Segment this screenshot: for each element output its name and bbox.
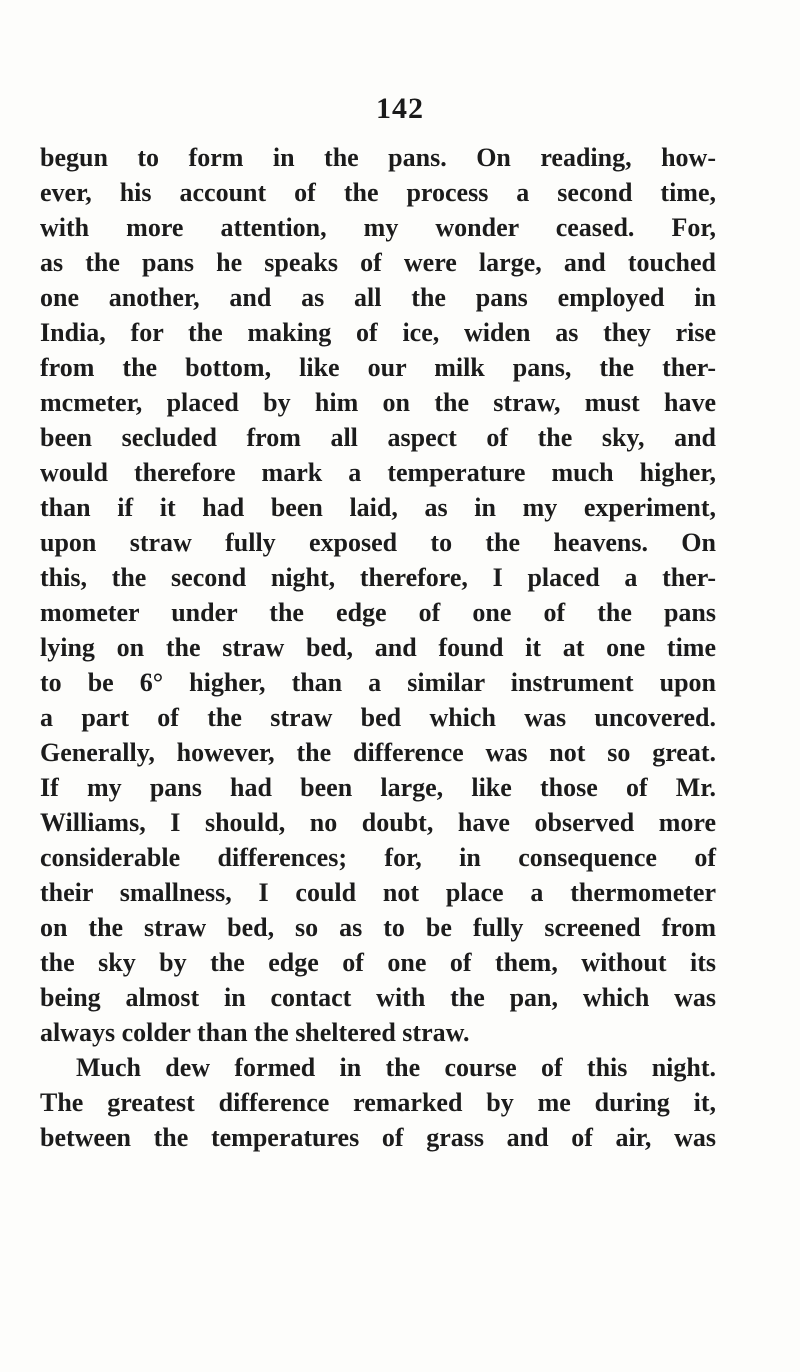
text-line: India, for the making of ice, widen as they rise	[40, 318, 716, 347]
paragraph-start-line: Much dew formed in the course of this night.	[76, 1053, 716, 1082]
text-line: as the pans he speaks of were large, and touched	[40, 248, 716, 277]
text-line: this, the second night, therefore, I placed a ther-	[40, 563, 716, 592]
text-line: one another, and as all the pans employed in	[40, 283, 716, 312]
text-line: Williams, I should, no doubt, have observed more	[40, 808, 716, 837]
text-line: the sky by the edge of one of them, without its	[40, 948, 716, 977]
text-line: upon straw fully exposed to the heavens. On	[40, 528, 716, 557]
body-text	[40, 140, 716, 1155]
text-line: If my pans had been large, like those of Mr.	[40, 773, 716, 802]
text-line: with more attention, my wonder ceased. For,	[40, 213, 716, 242]
text-line: between the temperatures of grass and of air, was	[40, 1123, 716, 1152]
paragraph-end-line: always colder than the sheltered straw.	[40, 1018, 470, 1047]
text-line: considerable differences; for, in consequence of	[40, 843, 716, 872]
text-line: Generally, however, the difference was not so great.	[40, 738, 716, 767]
text-line: ever, his account of the process a second time,	[40, 178, 716, 207]
text-line: their smallness, I could not place a thermometer	[40, 878, 716, 907]
text-line: The greatest difference remarked by me during it,	[40, 1088, 716, 1117]
text-line: from the bottom, like our milk pans, the ther-	[40, 353, 716, 382]
text-line: would therefore mark a temperature much higher,	[40, 458, 716, 487]
text-line: mometer under the edge of one of the pans	[40, 598, 716, 627]
text-line: to be 6° higher, than a similar instrument upon	[40, 668, 716, 697]
text-line: lying on the straw bed, and found it at one time	[40, 633, 716, 662]
text-line: mcmeter, placed by him on the straw, must have	[40, 388, 716, 417]
text-line: being almost in contact with the pan, which was	[40, 983, 716, 1012]
text-line: a part of the straw bed which was uncovered.	[40, 703, 716, 732]
page-number: 142	[376, 92, 424, 125]
text-line: been secluded from all aspect of the sky, and	[40, 423, 716, 452]
text-line: on the straw bed, so as to be fully screened from	[40, 913, 716, 942]
text-line: than if it had been laid, as in my experiment,	[40, 493, 716, 522]
text-line: begun to form in the pans. On reading, how-	[40, 143, 716, 172]
